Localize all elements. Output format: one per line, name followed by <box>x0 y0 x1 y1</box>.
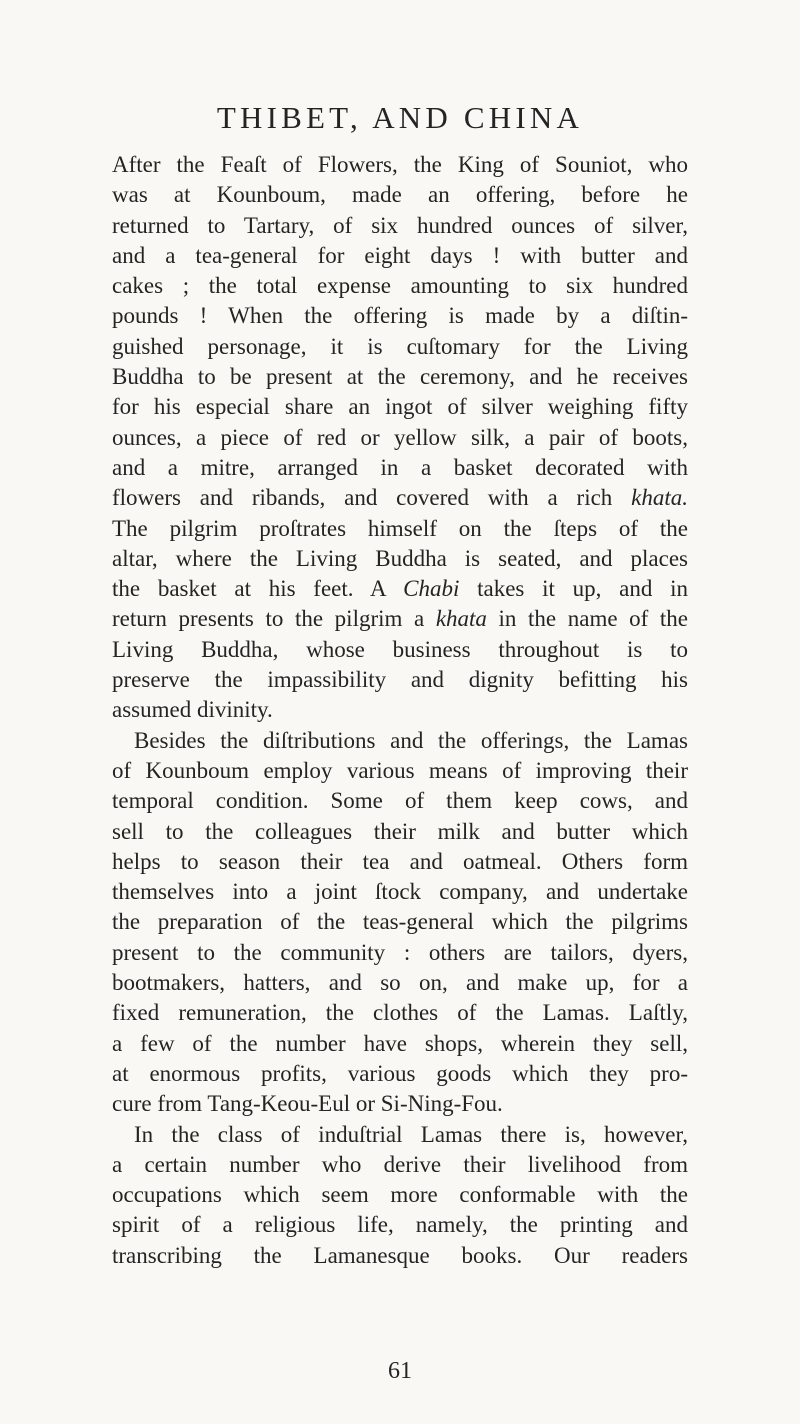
text-line: and a mitre, arranged in a basket decorated with <box>112 454 688 480</box>
text-line: at enormous profits, various goods which they pro- <box>112 1060 688 1086</box>
text-line: altar, where the Living Buddha is seated, and places <box>112 545 688 571</box>
text-line <box>112 483 688 513</box>
text-line: themselves into a joint ſtock company, and undertake <box>112 879 688 905</box>
text-line: preserve the impassibility and dignity befitting his <box>112 667 688 693</box>
body-text <box>112 150 688 1271</box>
text-line: fixed remuneration, the clothes of the Lamas. Laſtly, <box>112 1000 688 1026</box>
text-line: In the class of induſtrial Lamas there is, however, <box>134 1121 688 1147</box>
text-line <box>112 574 688 604</box>
text-line: assumed divinity. <box>112 697 273 723</box>
text-line: Living Buddha, whose business throughout is to <box>112 636 688 662</box>
text-line: was at Kounboum, made an offering, before he <box>112 182 688 208</box>
text-line: guished personage, it is cuſtomary for the Living <box>112 333 688 359</box>
italic-term: khata <box>435 606 487 632</box>
line-text: takes it up, and in <box>459 576 688 602</box>
text-line: cure from Tang-Keou-Eul or Si-Ning-Fou. <box>112 1091 503 1117</box>
line-text: flowers and ribands, and covered with a rich <box>112 485 613 511</box>
text-line: the preparation of the teas-general which the pilgrims <box>112 909 688 935</box>
text-line: sell to the colleagues their milk and butter which <box>112 818 688 844</box>
line-text: return presents to the pilgrim a <box>112 606 425 632</box>
text-line: spirit of a religious life, namely, the printing and <box>112 1212 688 1238</box>
text-line: Buddha to be present at the ceremony, and he receives <box>112 364 688 390</box>
text-line: Besides the diſtributions and the offerings, the Lamas <box>134 727 688 753</box>
text-line: helps to season their tea and oatmeal. Others form <box>112 848 688 874</box>
text-line: a certain number who derive their livelihood from <box>112 1151 688 1177</box>
text-line: of Kounboum employ various means of improving their <box>112 757 688 783</box>
text-line: and a tea-general for eight days ! with butter and <box>112 242 688 268</box>
line-text: the basket at his feet. A <box>112 576 386 602</box>
text-line <box>112 604 688 634</box>
text-line: The pilgrim proſtrates himself on the ſteps of the <box>112 515 688 541</box>
italic-term: Chabi <box>403 576 460 602</box>
text-line: ounces, a piece of red or yellow silk, a pair of boots, <box>112 424 688 450</box>
text-line: returned to Tartary, of six hundred ounces of silver, <box>112 212 688 238</box>
line-text: in the name of the <box>486 606 688 632</box>
text-line: pounds ! When the offering is made by a diſtin- <box>112 303 688 329</box>
running-head: THIBET, AND CHINA <box>216 100 584 135</box>
italic-term: khata. <box>631 485 688 511</box>
text-line: cakes ; the total expense amounting to six hundred <box>112 273 688 299</box>
text-line: transcribing the Lamanesque books. Our readers <box>112 1242 688 1268</box>
text-line: temporal condition. Some of them keep cows, and <box>112 788 688 814</box>
text-line: for his especial share an ingot of silver weighing fifty <box>112 394 688 420</box>
text-line: occupations which seem more conformable with the <box>112 1182 688 1208</box>
text-line: bootmakers, hatters, and so on, and make up, for a <box>112 970 688 996</box>
page-number: 61 <box>388 1358 412 1384</box>
text-line: After the Feaſt of Flowers, the King of Souniot, who <box>112 152 688 177</box>
text-line: a few of the number have shops, wherein they sell, <box>112 1030 688 1056</box>
text-line: present to the community : others are tailors, dyers, <box>112 939 688 965</box>
